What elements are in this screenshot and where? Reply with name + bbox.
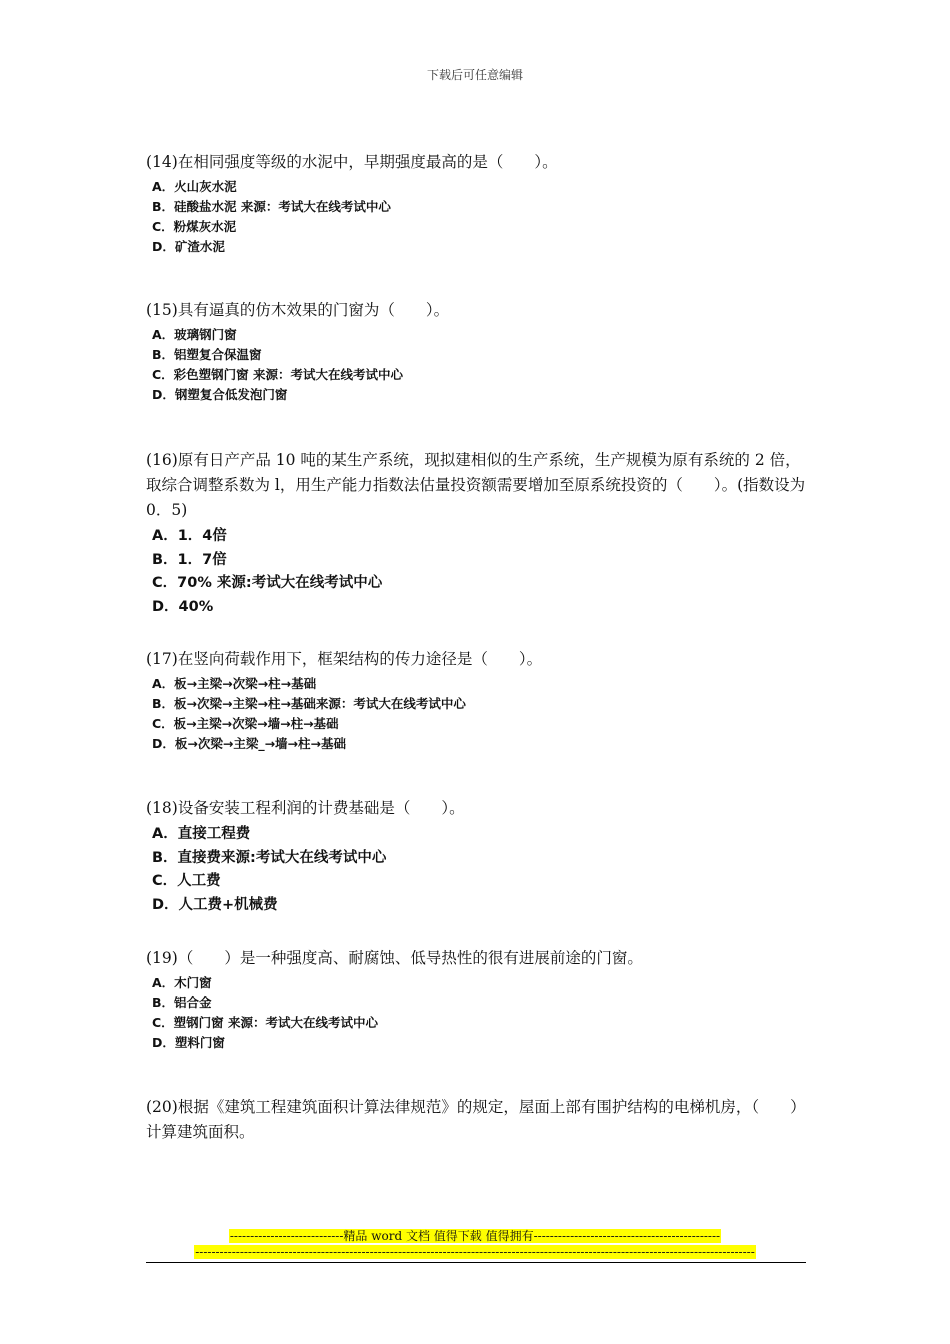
question-17 — [146, 647, 816, 754]
option-d: D．人工费+机械费 — [152, 896, 278, 913]
option-a: A．直接工程费 — [152, 826, 251, 842]
option-b: B．直接费来源:考试大在线考试中心 — [152, 849, 387, 866]
option-c: C．塑钢门窗 来源：考试大在线考试中心 — [152, 1015, 379, 1030]
question-stem: (14)在相同强度等级的水泥中，早期强度最高的是（ ）。 — [146, 153, 558, 171]
option-d: D．板→次梁→主梁_→墙→柱→基础 — [152, 736, 346, 751]
question-stem: (17)在竖向荷载作用下，框架结构的传力途径是（ ）。 — [146, 650, 543, 668]
page-footer — [0, 1228, 950, 1260]
question-18 — [146, 796, 816, 917]
option-a: A．板→主梁→次梁→柱→基础 — [152, 676, 317, 691]
question-stem: (20)根据《建筑工程建筑面积计算法律规范》的规定，屋面上部有围护结构的电梯机房，（ ）计算建筑面积。 — [146, 1098, 806, 1141]
question-20 — [146, 1095, 816, 1145]
question-stem: (19)（ ）是一种强度高、耐腐蚀、低导热性的很有进展前途的门窗。 — [146, 949, 643, 967]
option-a: A．1．4倍 — [152, 528, 227, 544]
option-a: A．火山灰水泥 — [152, 179, 237, 194]
option-b: B．铝合金 — [152, 995, 212, 1010]
footer-rule — [146, 1262, 806, 1263]
footer-dashes: ------------------------------------------------------------------------------------------------------------------------------------------ — [195, 1245, 755, 1259]
option-b: B．铝塑复合保温窗 — [152, 347, 262, 362]
question-stem: (18)设备安装工程利润的计费基础是（ ）。 — [146, 799, 465, 817]
option-c: C．板→主梁→次梁→墙→柱→基础 — [152, 716, 339, 731]
option-c: C．粉煤灰水泥 — [152, 219, 237, 234]
option-d: D．塑料门窗 — [152, 1035, 225, 1050]
option-b: B．板→次梁→主梁→柱→基础来源：考试大在线考试中心 — [152, 696, 466, 711]
option-d: D．矿渣水泥 — [152, 239, 225, 254]
option-d: D．40% — [152, 598, 214, 615]
question-16 — [146, 448, 816, 619]
option-b: B．硅酸盐水泥 来源：考试大在线考试中心 — [152, 199, 391, 214]
question-19 — [146, 946, 816, 1053]
question-14 — [146, 150, 816, 257]
option-d: D．钢塑复合低发泡门窗 — [152, 387, 288, 402]
footer-banner: ----------------------------精品 word 文档 值得下载 值得拥有---------------------------------------------- — [229, 1229, 721, 1243]
option-c: C．人工费 — [152, 873, 221, 889]
option-b: B．1．7倍 — [152, 551, 227, 568]
page-header: 下载后可任意编辑 — [426, 68, 523, 82]
option-c: C．70% 来源:考试大在线考试中心 — [152, 575, 383, 591]
option-c: C．彩色塑钢门窗 来源：考试大在线考试中心 — [152, 367, 404, 382]
option-a: A．木门窗 — [152, 975, 212, 990]
question-stem: (16)原有日产产品 10 吨的某生产系统，现拟建相似的生产系统，生产规模为原有系统的 2 倍，取综合调整系数为 l，用生产能力指数法估量投资额需要增加至原系统投资的（ ）。(指数设为 0．5) — [146, 451, 806, 519]
option-a: A．玻璃钢门窗 — [152, 327, 237, 342]
question-stem: (15)具有逼真的仿木效果的门窗为（ ）。 — [146, 301, 450, 319]
question-15 — [146, 298, 816, 405]
